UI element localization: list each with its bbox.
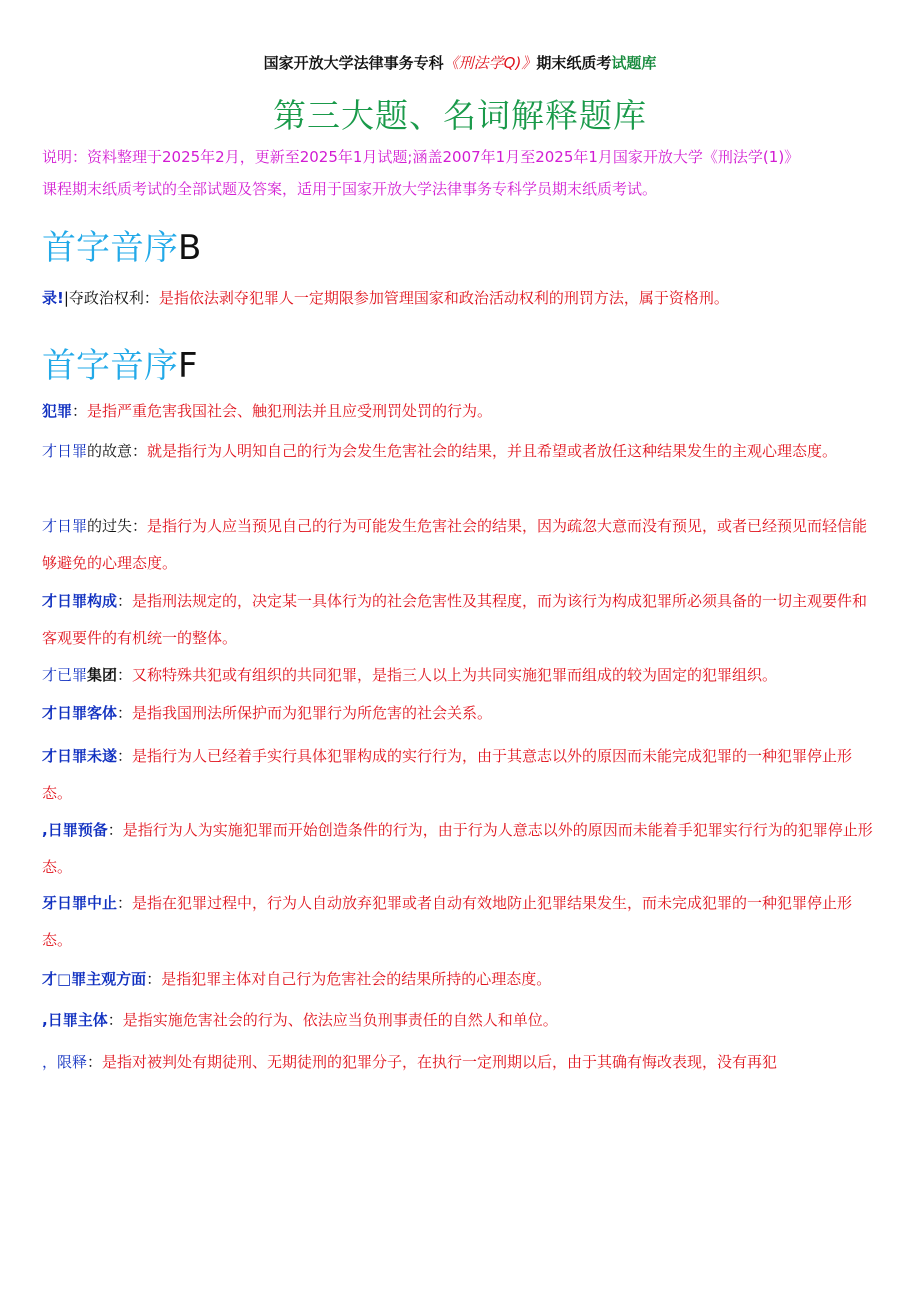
document-header bbox=[0, 52, 920, 73]
entry-5-def: 是指刑法规定的，决定某一具体行为的社会危害性及其程度，而为该行为构成犯罪所必须具备的一切主观要件和客观要件的有机统一的整体。 bbox=[42, 592, 868, 647]
header-prefix: 国家开放大学法律事务专科 bbox=[263, 54, 444, 72]
entry-8-def: 是指行为人已经着手实行具体犯罪构成的实行行为，由于其意志以外的原因而未能完成犯罪的一种犯罪停止形态。 bbox=[42, 747, 853, 802]
entry-3-sep: ： bbox=[132, 442, 148, 460]
entry-10 bbox=[42, 885, 882, 959]
entry-3-def: 就是指行为人明知自己的行为会发生危害社会的结果，并且希望或者放任这种结果发生的主观心理态度。 bbox=[147, 442, 838, 460]
entry-4 bbox=[42, 508, 882, 582]
note-line-2: 课程期末纸质考试的全部试题及答案，适用于国家开放大学法律事务专科学员期末纸质考试。 bbox=[42, 180, 658, 198]
entry-8-term-a: 才日罪未遂 bbox=[42, 747, 118, 765]
entry-11-term-a: 才□罪主观方面 bbox=[42, 970, 147, 988]
entry-3 bbox=[42, 433, 882, 470]
entry-5-term-a: 才日罪构成 bbox=[42, 592, 118, 610]
entry-7-def: 是指我国刑法所保护而为犯罪行为所危害的社会关系。 bbox=[132, 704, 493, 722]
header-course: 《刑法学Q)》 bbox=[443, 54, 537, 72]
entry-9-term-a: ,日罪预备 bbox=[42, 821, 108, 839]
section-f-letter: F bbox=[178, 346, 198, 386]
entry-9 bbox=[42, 812, 882, 886]
entry-7-sep: ： bbox=[117, 704, 133, 722]
entry-13 bbox=[42, 1044, 882, 1081]
entry-6 bbox=[42, 657, 882, 694]
page-title: 第三大题、名词解释题库 bbox=[273, 96, 647, 135]
entry-2-def: 是指严重危害我国社会、触犯刑法并且应受刑罚处罚的行为。 bbox=[87, 402, 493, 420]
entry-8 bbox=[42, 738, 882, 812]
section-heading-b bbox=[42, 220, 201, 269]
entry-13-sep: ： bbox=[87, 1053, 103, 1071]
entry-10-term-a: 牙日罪中止 bbox=[42, 894, 118, 912]
entry-2-term-a: 犯罪 bbox=[42, 402, 73, 420]
entry-10-sep: ： bbox=[117, 894, 133, 912]
section-heading-f bbox=[42, 338, 198, 387]
entry-2 bbox=[42, 393, 882, 430]
entry-4-term-b: 的过失 bbox=[87, 517, 133, 535]
header-middle: 期末纸质考 bbox=[536, 54, 612, 72]
entry-9-sep: ： bbox=[107, 821, 123, 839]
entry-7-term-a: 才日罪客体 bbox=[42, 704, 118, 722]
entry-12-def: 是指实施危害社会的行为、依法应当负刑事责任的自然人和单位。 bbox=[122, 1011, 558, 1029]
entry-10-def: 是指在犯罪过程中，行为人自动放弃犯罪或者自动有效地防止犯罪结果发生，而未完成犯罪的一种犯罪停止形态。 bbox=[42, 894, 853, 949]
entry-4-term-a: 才日罪 bbox=[42, 517, 88, 535]
entry-13-def: 是指对被判处有期徒刑、无期徒刑的犯罪分子，在执行一定刑期以后，由于其确有悔改表现，没有再犯 bbox=[102, 1053, 778, 1071]
entry-9-def: 是指行为人为实施犯罪而开始创造条件的行为，由于行为人意志以外的原因而未能着手犯罪实行行为的犯罪停止形态。 bbox=[42, 821, 873, 876]
entry-1-term-a: 录! bbox=[42, 289, 64, 307]
entry-3-term-a: 才日罪 bbox=[42, 442, 88, 460]
entry-6-term-b: 集团 bbox=[87, 666, 118, 684]
entry-3-term-b: 的故意 bbox=[87, 442, 133, 460]
section-b-letter: B bbox=[178, 228, 202, 268]
entry-13-term-a: ，限释 bbox=[42, 1053, 88, 1071]
entry-5 bbox=[42, 583, 882, 657]
entry-11 bbox=[42, 961, 882, 998]
header-suffix: 试题库 bbox=[611, 54, 657, 72]
entry-6-sep: ： bbox=[117, 666, 133, 684]
entry-6-def: 又称特殊共犯或有组织的共同犯罪，是指三人以上为共同实施犯罪而组成的较为固定的犯罪组织。 bbox=[132, 666, 778, 684]
entry-1-def: 是指依法剥夺犯罪人一定期限参加管理国家和政治活动权利的刑罚方法，属于资格刑。 bbox=[158, 289, 729, 307]
note-line-1: 说明：资料整理于2025年2月，更新至2025年1月试题;涵盖2007年1月至2025年1月国家开放大学《刑法学(1)》 bbox=[42, 148, 800, 166]
entry-12 bbox=[42, 1002, 882, 1039]
entry-12-sep: ： bbox=[107, 1011, 123, 1029]
entry-6-term-a: 才已罪 bbox=[42, 666, 88, 684]
entry-11-sep: ： bbox=[146, 970, 162, 988]
entry-2-sep: ： bbox=[72, 402, 88, 420]
entry-1 bbox=[42, 280, 882, 317]
entry-1-sep: ： bbox=[143, 289, 159, 307]
entry-11-def: 是指犯罪主体对自己行为危害社会的结果所持的心理态度。 bbox=[161, 970, 552, 988]
entry-4-def: 是指行为人应当预见自己的行为可能发生危害社会的结果，因为疏忽大意而没有预见，或者已经预见而轻信能够避免的心理态度。 bbox=[42, 517, 868, 572]
entry-8-sep: ： bbox=[117, 747, 133, 765]
entry-4-sep: ： bbox=[132, 517, 148, 535]
section-b-label: 首字音序 bbox=[42, 228, 178, 268]
entry-5-sep: ： bbox=[117, 592, 133, 610]
section-f-label: 首字音序 bbox=[42, 346, 178, 386]
entry-12-term-a: ,日罪主体 bbox=[42, 1011, 108, 1029]
entry-1-term-b: |夺政治权利 bbox=[63, 289, 144, 307]
entry-7 bbox=[42, 695, 882, 732]
